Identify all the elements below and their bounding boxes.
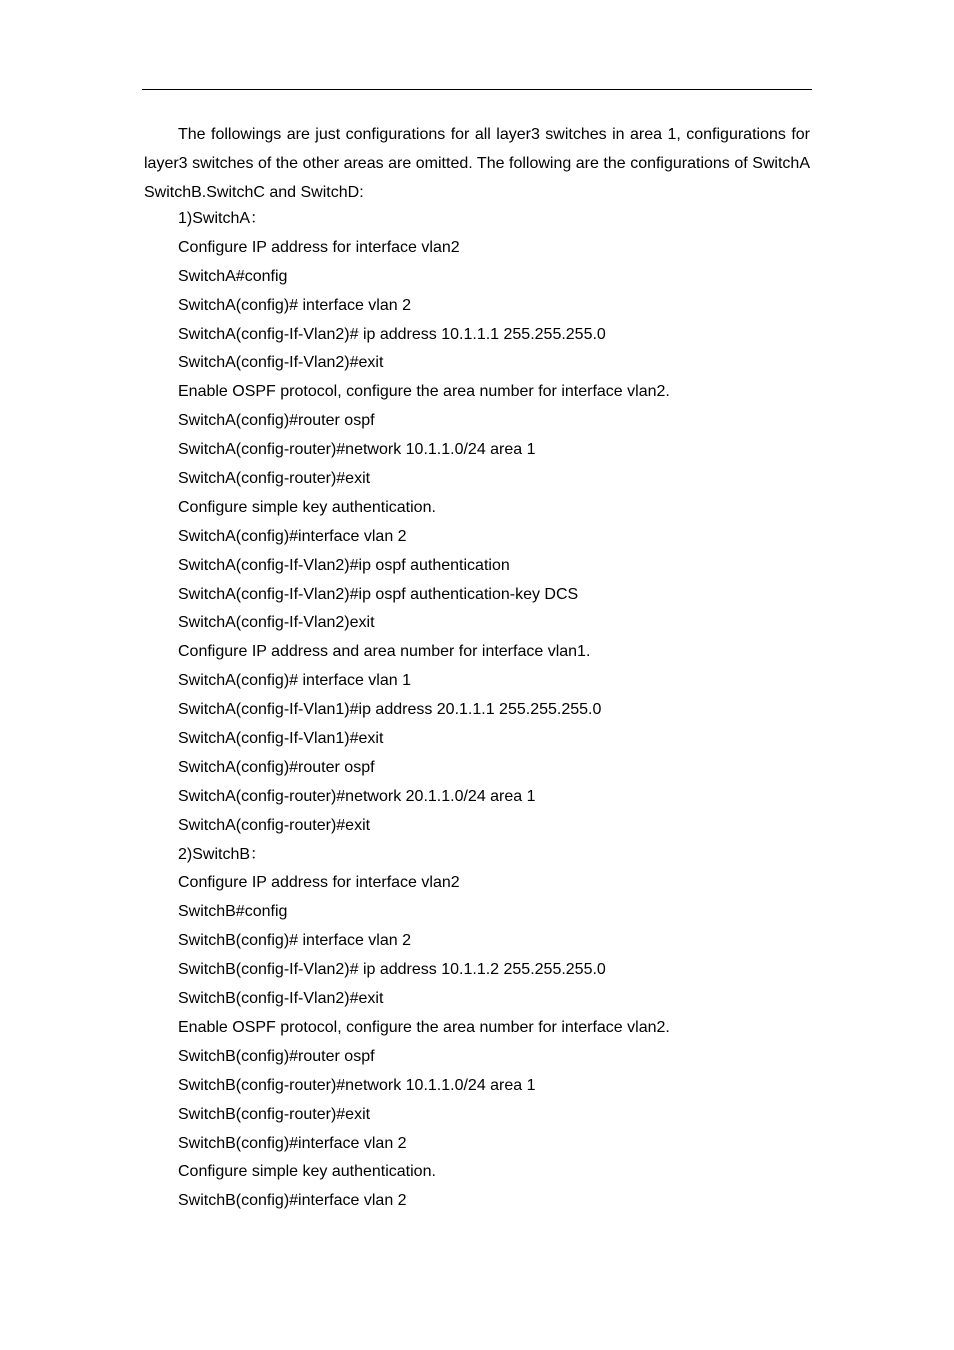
config-line: SwitchA(config-If-Vlan2)exit <box>178 614 375 632</box>
config-lines <box>178 205 670 1216</box>
header-rule <box>142 89 812 90</box>
config-line: SwitchA(config-If-Vlan2)#ip ospf authentication-key DCS <box>178 585 579 603</box>
config-line: SwitchA(config)#interface vlan 2 <box>178 527 407 545</box>
config-line: Configure IP address and area number for interface vlan1. <box>178 643 591 661</box>
config-line: Configure IP address for interface vlan2 <box>178 874 460 892</box>
config-line: 1)SwitchA： <box>178 210 267 227</box>
config-line: SwitchB#config <box>178 903 288 921</box>
config-line: SwitchB(config-If-Vlan2)#exit <box>178 990 384 1008</box>
config-line: SwitchB(config-If-Vlan2)# ip address 10.1.1.2 255.255.255.0 <box>178 961 606 979</box>
config-line: SwitchB(config)# interface vlan 2 <box>178 932 411 950</box>
config-line: SwitchA(config-If-Vlan2)#exit <box>178 354 384 372</box>
config-line: SwitchB(config)#interface vlan 2 <box>178 1192 407 1210</box>
config-line: SwitchA(config-If-Vlan2)# ip address 10.1.1.1 255.255.255.0 <box>178 325 606 343</box>
config-line: SwitchA(config)#router ospf <box>178 412 375 430</box>
config-line: SwitchA(config-router)#network 20.1.1.0/24 area 1 <box>178 787 536 805</box>
config-line: SwitchA(config-If-Vlan2)#ip ospf authentication <box>178 556 510 574</box>
config-line: Configure simple key authentication. <box>178 498 436 516</box>
config-line: Configure simple key authentication. <box>178 1163 436 1181</box>
config-line: Enable OSPF protocol, configure the area number for interface vlan2. <box>178 383 670 401</box>
config-line: SwitchB(config)#interface vlan 2 <box>178 1134 407 1152</box>
intro-paragraph: The followings are just configurations for all layer3 switches in area 1, configurations for layer3 switches of the other areas are omitted. The following are the configurations of SwitchA SwitchB.SwitchC and SwitchD: <box>144 126 810 201</box>
config-line: Configure IP address for interface vlan2 <box>178 238 460 256</box>
config-line: SwitchB(config-router)#exit <box>178 1105 371 1123</box>
config-line: SwitchA(config)#router ospf <box>178 758 375 776</box>
config-line: SwitchA(config-router)#network 10.1.1.0/24 area 1 <box>178 441 536 459</box>
config-line: 2)SwitchB： <box>178 845 267 863</box>
config-line: SwitchA(config-If-Vlan1)#ip address 20.1.1.1 255.255.255.0 <box>178 701 602 719</box>
config-line: SwitchA(config-router)#exit <box>178 816 371 834</box>
config-line: SwitchA(config-If-Vlan1)#exit <box>178 730 384 748</box>
config-line: SwitchB(config-router)#network 10.1.1.0/24 area 1 <box>178 1076 536 1094</box>
config-line: SwitchA(config)# interface vlan 2 <box>178 296 411 314</box>
config-line: SwitchA(config)# interface vlan 1 <box>178 672 411 690</box>
config-line: SwitchA#config <box>178 267 288 285</box>
config-line: Enable OSPF protocol, configure the area number for interface vlan2. <box>178 1018 670 1036</box>
config-line: SwitchA(config-router)#exit <box>178 470 371 488</box>
config-line: SwitchB(config)#router ospf <box>178 1047 375 1065</box>
